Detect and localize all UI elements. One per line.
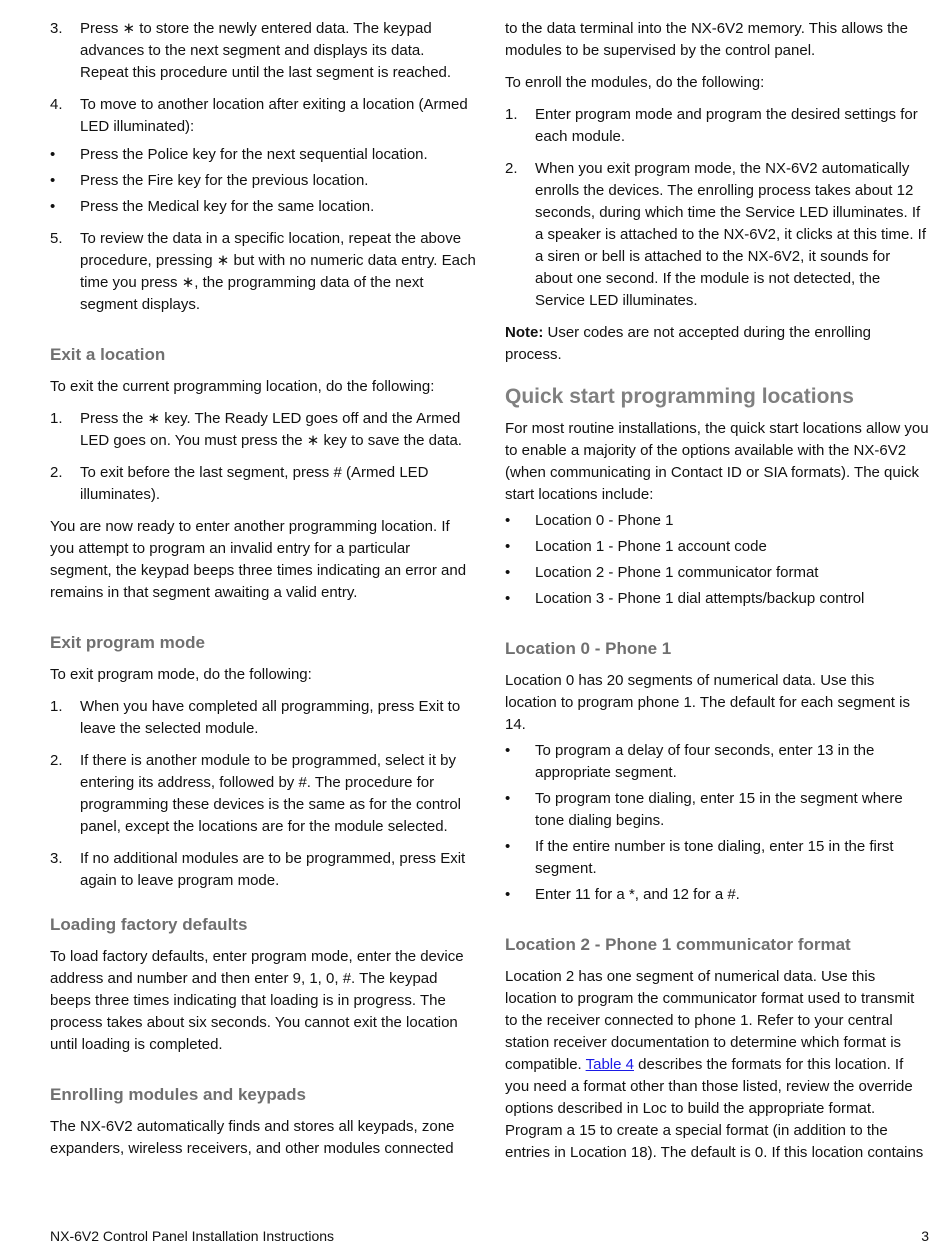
step-text: To review the data in a specific location, repeat the above procedure, pressing ∗ but with no numeric data entry. Each time you press ∗, the programming data of the next segment displays. bbox=[80, 230, 476, 313]
step-number: 5. bbox=[50, 230, 63, 247]
bullet-item bbox=[50, 170, 476, 192]
step-number: 1. bbox=[50, 698, 63, 715]
step-3 bbox=[50, 18, 476, 84]
step-text: Press the ∗ key. The Ready LED goes off and the Armed LED goes on. You must press the ∗ key to save the data. bbox=[80, 410, 462, 449]
bullet-item bbox=[50, 144, 476, 166]
paragraph: You are now ready to enter another programming location. If you attempt to program an invalid entry for a particular segment, the keypad beeps three times indicating an error and remains in that segment awaiting a valid entry. bbox=[50, 518, 467, 601]
step-2 bbox=[505, 158, 930, 312]
step-number: 3. bbox=[50, 20, 63, 37]
paragraph: For most routine installations, the quick start locations allow you to enable a majority of the options available with the NX-6V2 (when communicating in Contact ID or SIA formats). The quick start locations include: bbox=[505, 420, 929, 503]
bullet-marker: • bbox=[50, 146, 56, 163]
paragraph-text: Location 2 has one segment of numerical data. Use this location to program the communicator format used to transmit to the receiver connected to phone 1. Refer to your central station receiver documentation to determine which format is compatible. bbox=[505, 968, 915, 1073]
paragraph: to the data terminal into the NX-6V2 memory. This allows the modules to be supervised by the control panel. bbox=[505, 20, 908, 59]
bullet-item bbox=[505, 884, 930, 906]
step-2 bbox=[50, 462, 476, 506]
step-1 bbox=[50, 408, 476, 452]
step-number: 1. bbox=[50, 410, 63, 427]
note-paragraph bbox=[505, 322, 930, 366]
step-number: 3. bbox=[50, 850, 63, 867]
paragraph: The NX-6V2 automatically finds and stores all keypads, zone expanders, wireless receivers, and other modules connected bbox=[50, 1118, 455, 1157]
step-3 bbox=[50, 848, 476, 892]
bullet-item bbox=[505, 588, 930, 610]
note-label: Note: bbox=[505, 324, 544, 341]
step-number: 2. bbox=[50, 752, 63, 769]
bullet-text: Location 0 - Phone 1 bbox=[535, 512, 674, 529]
paragraph: To exit the current programming location, do the following: bbox=[50, 378, 435, 395]
step-text: When you have completed all programming, press Exit to leave the selected module. bbox=[80, 698, 461, 737]
bullet-item bbox=[505, 562, 930, 584]
bullet-marker: • bbox=[505, 886, 511, 903]
bullet-marker: • bbox=[505, 790, 511, 807]
table-4-link[interactable]: Table 4 bbox=[585, 1056, 634, 1073]
bullet-text: Location 2 - Phone 1 communicator format bbox=[535, 564, 819, 581]
step-text: If there is another module to be programmed, select it by entering its address, followed by #. The procedure for programming these devices is the same as for the control panel, except the locations are for the module selected. bbox=[80, 752, 462, 835]
step-1 bbox=[505, 104, 930, 148]
step-5 bbox=[50, 228, 476, 316]
note-text: User codes are not accepted during the enrolling process. bbox=[505, 324, 872, 363]
step-4 bbox=[50, 94, 476, 138]
step-1 bbox=[50, 696, 476, 740]
bullet-item bbox=[50, 196, 476, 218]
paragraph: To exit program mode, do the following: bbox=[50, 666, 312, 683]
step-number: 4. bbox=[50, 96, 63, 113]
step-text: To move to another location after exiting a location (Armed LED illuminated): bbox=[80, 96, 468, 135]
bullet-marker: • bbox=[50, 198, 56, 215]
step-text: If no additional modules are to be programmed, press Exit again to leave program mode. bbox=[80, 850, 466, 889]
bullet-item bbox=[505, 510, 930, 532]
step-text: To exit before the last segment, press # (Armed LED illuminates). bbox=[80, 464, 429, 503]
footer-title: NX-6V2 Control Panel Installation Instructions bbox=[50, 1228, 335, 1244]
bullet-marker: • bbox=[505, 564, 511, 581]
paragraph-text: describes the formats for this location. If you need a format other than those listed, review the override options described in Loc to build the appropriate format. Program a 15 to create a special format (in addition to the entries in Location 18). The default is 0. If this location contains bbox=[505, 1056, 924, 1161]
paragraph bbox=[505, 966, 930, 1164]
bullet-marker: • bbox=[505, 590, 511, 607]
section-heading-location-2: Location 2 - Phone 1 communicator format bbox=[505, 935, 851, 954]
section-heading-enrolling: Enrolling modules and keypads bbox=[50, 1085, 306, 1104]
bullet-item bbox=[505, 788, 930, 832]
bullet-marker: • bbox=[505, 538, 511, 555]
paragraph: To load factory defaults, enter program mode, enter the device address and number and then enter 9, 1, 0, #. The keypad beeps three times indicating that loading is in progress. The process takes about six seconds. You cannot exit the location until loading is completed. bbox=[50, 948, 464, 1053]
step-number: 2. bbox=[505, 160, 518, 177]
bullet-text: To program a delay of four seconds, enter 13 in the appropriate segment. bbox=[535, 742, 875, 781]
page-number: 3 bbox=[921, 1228, 929, 1244]
section-heading-exit-program-mode: Exit program mode bbox=[50, 633, 205, 652]
bullet-marker: • bbox=[505, 512, 511, 529]
bullet-item bbox=[505, 836, 930, 880]
step-number: 2. bbox=[50, 464, 63, 481]
right-column bbox=[505, 18, 930, 1174]
paragraph: Location 0 has 20 segments of numerical data. Use this location to program phone 1. The default for each segment is 14. bbox=[505, 672, 910, 733]
bullet-text: Press the Police key for the next sequential location. bbox=[80, 146, 428, 163]
left-column bbox=[50, 18, 476, 1170]
bullet-marker: • bbox=[505, 838, 511, 855]
step-text: When you exit program mode, the NX-6V2 automatically enrolls the devices. The enrolling process takes about 12 seconds, during which time the Service LED illuminates. If a speaker is attached to the NX-6V2, it clicks at this time. If a siren or bell is attached to the NX-6V2, it sounds for about one second. If the module is not detected, the Service LED illuminates. bbox=[535, 160, 927, 309]
step-text: Enter program mode and program the desired settings for each module. bbox=[535, 106, 918, 145]
bullet-item bbox=[505, 740, 930, 784]
section-heading-exit-location: Exit a location bbox=[50, 345, 166, 364]
bullet-item bbox=[505, 536, 930, 558]
step-number: 1. bbox=[505, 106, 518, 123]
bullet-text: Press the Fire key for the previous location. bbox=[80, 172, 369, 189]
step-2 bbox=[50, 750, 476, 838]
bullet-marker: • bbox=[50, 172, 56, 189]
bullet-text: Press the Medical key for the same location. bbox=[80, 198, 375, 215]
section-heading-quick-start: Quick start programming locations bbox=[505, 385, 854, 408]
section-heading-factory-defaults: Loading factory defaults bbox=[50, 915, 248, 934]
bullet-marker: • bbox=[505, 742, 511, 759]
bullet-text: Enter 11 for a *, and 12 for a #. bbox=[535, 886, 740, 903]
step-text: Press ∗ to store the newly entered data. The keypad advances to the next segment and displays its data. Repeat this procedure until the last segment is reached. bbox=[80, 20, 452, 81]
bullet-text: To program tone dialing, enter 15 in the segment where tone dialing begins. bbox=[535, 790, 903, 829]
bullet-text: Location 3 - Phone 1 dial attempts/backup control bbox=[535, 590, 865, 607]
bullet-text: Location 1 - Phone 1 account code bbox=[535, 538, 767, 555]
paragraph: To enroll the modules, do the following: bbox=[505, 74, 765, 91]
bullet-text: If the entire number is tone dialing, enter 15 in the first segment. bbox=[535, 838, 894, 877]
section-heading-location-0: Location 0 - Phone 1 bbox=[505, 639, 672, 658]
